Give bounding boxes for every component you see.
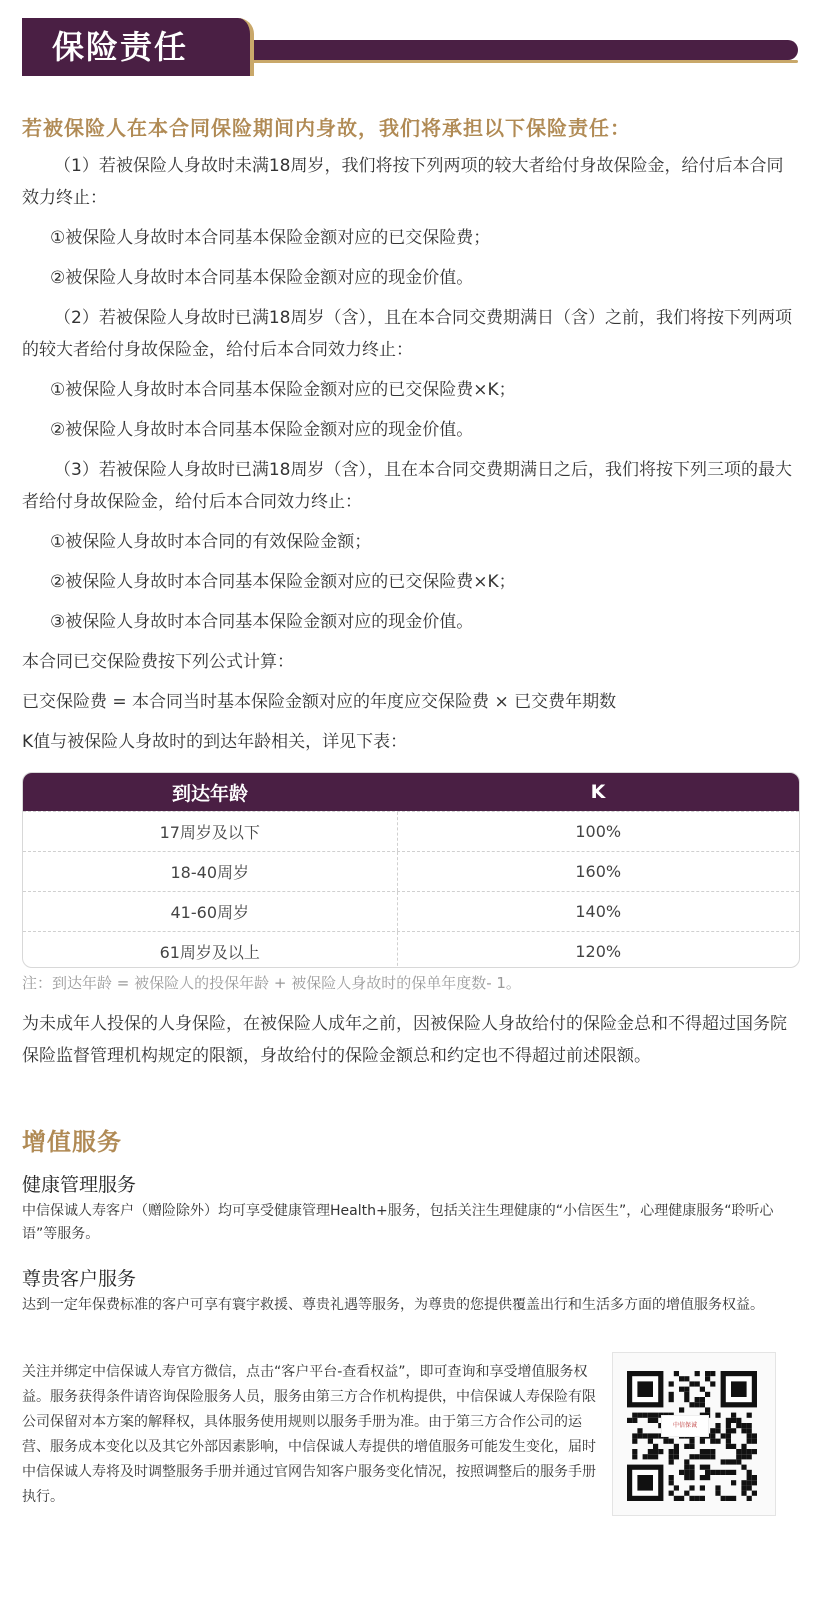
k-value-cell: 140%	[575, 902, 622, 921]
minor-clause: 为未成年人投保的人身保险，在被保险人成年之前，因被保险人身故给付的保险金总和不得超过国务院保险监督管理机构规定的限额，身故给付的保险金额总和约定也不得超过前述限额。	[22, 1014, 787, 1066]
qr-code-icon	[627, 1371, 763, 1503]
health-service-title: 健康管理服务	[22, 1174, 137, 1196]
formula-intro: 本合同已交保险费按下列公式计算：	[22, 652, 294, 672]
k-value-cell: 120%	[575, 942, 622, 961]
table-row	[23, 931, 799, 968]
footer-notice: 关注并绑定中信保诚人寿官方微信，点击“客户平台-查看权益”，即可查询和享受增值服务权益。服务获得条件请咨询保险服务人员，服务由第三方合作机构提供，中信保诚人寿保险有限公司保留对本方案的解释权，具体服务使用规则以服务手册为准。由于第三方合作公司的运营、服务成本变化以及其它外部因素影响，中信保诚人寿提供的增值服务可能发生变化，届时中信保诚人寿将及时调整服务手册并通过官网告知客户服务变化情况，按照调整后的服务手册执行。	[22, 1364, 596, 1505]
clause-3-item-2: ②被保险人身故时本合同基本保险金额对应的已交保险费×K；	[50, 572, 516, 592]
k-age-cell: 18-40周岁	[23, 852, 398, 891]
k-table-header-k: K	[590, 781, 606, 803]
k-age-cell: 41-60周岁	[23, 892, 398, 931]
k-table-header-age: 到达年龄	[171, 782, 248, 805]
clause-2-item-2: ②被保险人身故时本合同基本保险金额对应的现金价值。	[50, 420, 474, 440]
clause-1: （1）若被保险人身故时未满18周岁，我们将按下列两项的较大者给付身故保险金，给付后本合同效力终止：	[22, 156, 784, 208]
k-value-cell: 160%	[575, 862, 622, 881]
header-bar-accent	[222, 60, 798, 63]
vip-service-title: 尊贵客户服务	[22, 1268, 137, 1290]
qr-logo: 中信保诚	[661, 1415, 709, 1437]
clause-3-item-1: ①被保险人身故时本合同的有效保险金额；	[50, 532, 372, 552]
table-row	[23, 891, 799, 931]
clause-2-item-1: ①被保险人身故时本合同基本保险金额对应的已交保险费×K；	[50, 380, 516, 400]
vip-service-desc: 达到一定年保费标准的客户可享有寰宇救援、尊贵礼遇等服务，为尊贵的您提供覆盖出行和生活多方面的增值服务权益。	[22, 1297, 764, 1313]
clause-2: （2）若被保险人身故时已满18周岁（含），且在本合同交费期满日（含）之前，我们将按下列两项的较大者给付身故保险金，给付后本合同效力终止：	[22, 308, 792, 360]
k-age-cell: 61周岁及以上	[23, 932, 398, 968]
k-intro: K值与被保险人身故时的到达年龄相关，详见下表：	[22, 732, 408, 752]
clause-1-item-1: ①被保险人身故时本合同基本保险金额对应的已交保险费；	[50, 228, 491, 248]
k-value-cell: 100%	[575, 822, 622, 841]
k-age-cell: 17周岁及以下	[23, 812, 398, 851]
intro-heading: 若被保险人在本合同保险期间内身故，我们将承担以下保险责任：	[22, 116, 631, 140]
table-note: 注：到达年龄 = 被保险人的投保年龄 + 被保险人身故时的保单年度数- 1。	[22, 974, 521, 992]
k-table-header	[23, 773, 799, 811]
table-row	[23, 851, 799, 891]
page-title: 保险责任	[22, 18, 254, 76]
k-table	[22, 772, 800, 968]
clause-1-item-2: ②被保险人身故时本合同基本保险金额对应的现金价值。	[50, 268, 474, 288]
clause-3: （3）若被保险人身故时已满18周岁（含），且在本合同交费期满日之后，我们将按下列三项的最大者给付身故保险金，给付后本合同效力终止：	[22, 460, 792, 512]
clause-3-item-3: ③被保险人身故时本合同基本保险金额对应的现金价值。	[50, 612, 474, 632]
section-header	[22, 18, 798, 76]
table-row	[23, 811, 799, 851]
value-services-title: 增值服务	[22, 1128, 122, 1156]
formula: 已交保险费 = 本合同当时基本保险金额对应的年度应交保险费 × 已交费年期数	[22, 692, 617, 712]
health-service-desc: 中信保诚人寿客户（赠险除外）均可享受健康管理Health+服务，包括关注生理健康的“小信医生”，心理健康服务“聆听心语”等服务。	[22, 1203, 774, 1242]
header-bar	[222, 40, 798, 60]
wechat-qr-code	[612, 1352, 776, 1516]
